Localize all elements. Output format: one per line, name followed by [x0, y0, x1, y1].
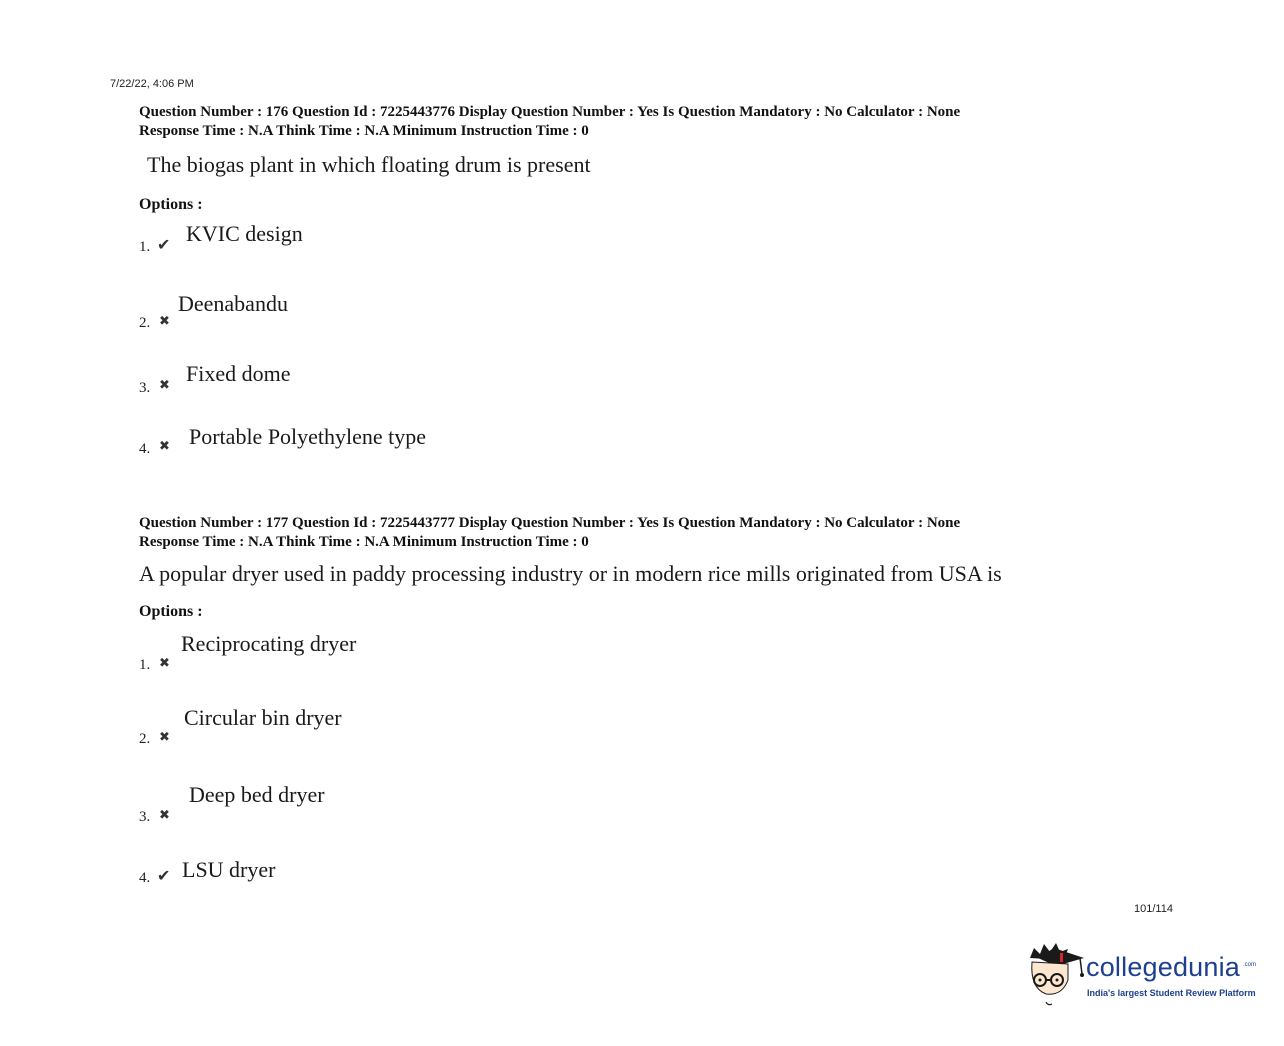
question-text: The biogas plant in which floating drum is present: [147, 152, 591, 177]
print-timestamp: 7/22/22, 4:06 PM: [110, 78, 194, 90]
option-number: 2.: [139, 315, 151, 331]
cross-icon: ✖: [159, 729, 170, 744]
check-icon: ✔: [157, 237, 171, 254]
cross-icon: ✖: [159, 807, 170, 822]
options-label: Options :: [139, 196, 203, 213]
option-number: 3.: [139, 809, 151, 825]
option-text: Deenabandu: [178, 291, 288, 316]
cross-icon: ✖: [159, 438, 170, 453]
option-number: 1.: [139, 239, 151, 255]
option-text: Deep bed dryer: [189, 782, 325, 807]
question-meta-line2: Response Time : N.A Think Time : N.A Minimum Instruction Time : 0: [139, 123, 589, 139]
option-number: 3.: [139, 380, 151, 396]
option-text: Circular bin dryer: [184, 705, 342, 730]
option-text: Reciprocating dryer: [181, 631, 357, 656]
option-text: Fixed dome: [186, 361, 291, 386]
cross-icon: ✖: [159, 377, 170, 392]
option-text: KVIC design: [186, 221, 303, 246]
option-number: 2.: [139, 731, 151, 747]
option-number: 1.: [139, 657, 151, 673]
option-number: 4.: [139, 441, 151, 457]
check-icon: ✔: [157, 868, 171, 885]
option-text: LSU dryer: [182, 857, 276, 882]
option-number: 4.: [139, 870, 151, 886]
brand-logo-text: collegedunia: [1086, 952, 1241, 982]
cross-icon: ✖: [159, 655, 170, 670]
question-text: A popular dryer used in paddy processing industry or in modern rice mills originated from USA is: [139, 561, 1002, 586]
page-number: 101/114: [1134, 903, 1173, 915]
brand-tagline: India's largest Student Review Platform: [1087, 988, 1256, 998]
student-mascot-icon: [1024, 940, 1086, 1010]
options-label: Options :: [139, 603, 203, 620]
question-meta-line1: Question Number : 176 Question Id : 7225443776 Display Question Number : Yes Is Question Mandatory : No Calculator : None: [139, 104, 961, 120]
brand-logo-domain: .com: [1243, 962, 1257, 968]
question-meta-line1: Question Number : 177 Question Id : 7225443777 Display Question Number : Yes Is Question Mandatory : No Calculator : None: [139, 515, 961, 531]
question-meta-line2: Response Time : N.A Think Time : N.A Minimum Instruction Time : 0: [139, 534, 589, 550]
option-text: Portable Polyethylene type: [189, 424, 427, 449]
cross-icon: ✖: [159, 313, 170, 328]
